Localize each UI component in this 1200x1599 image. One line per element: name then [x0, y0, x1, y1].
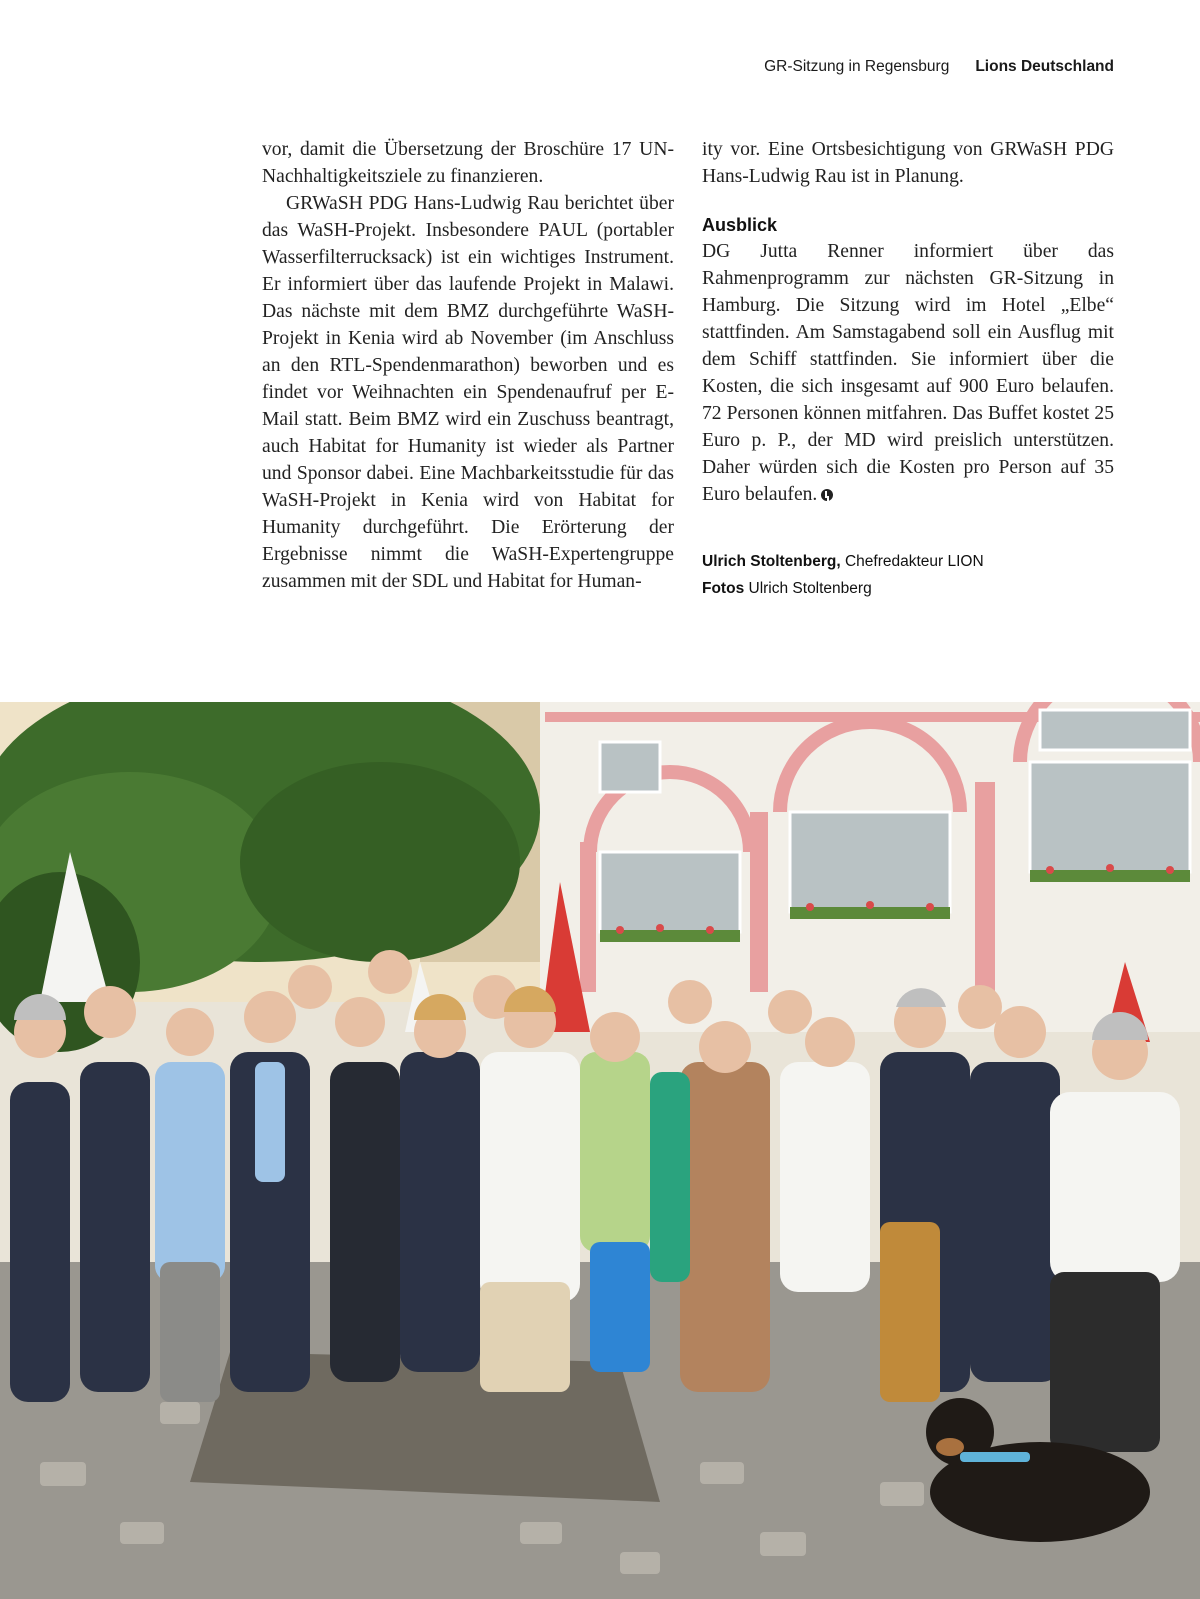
author-role: Chefredakteur LION: [844, 553, 984, 570]
section-title: GR-Sitzung in Regensburg: [764, 58, 950, 75]
section-heading: Ausblick: [702, 215, 778, 235]
lions-end-mark-icon: [821, 489, 833, 501]
group-photo: [0, 702, 1200, 1599]
photo-name: Ulrich Stoltenberg: [748, 580, 872, 597]
photo-credit: [702, 575, 984, 602]
paragraph: vor, damit die Übersetzung der Broschüre 17 UN-Nachhaltigkeitsziele zu finanzieren.: [262, 139, 674, 187]
credits: [702, 548, 984, 602]
photo-label: Fotos: [702, 580, 745, 597]
author-name: Ulrich Stoltenberg,: [702, 553, 841, 570]
article-column-right: [702, 136, 1114, 508]
brand-name: Lions Deutschland: [975, 58, 1114, 75]
paragraph: ity vor. Eine Ortsbesichtigung von GRWaSH PDG Hans-Ludwig Rau ist in Planung.: [702, 139, 1114, 187]
author-credit: [702, 548, 984, 575]
paragraph: [702, 238, 1114, 508]
running-header: [764, 58, 1114, 76]
paragraph-text: DG Jutta Renner informiert über das Rahmenprogramm zur nächsten GR-Sitzung in Hamburg. Die Sitzung wird im Hotel „Elbe“ stattfinden. Am Samstagabend soll ein Ausflug mit dem Schiff stattfinden. Sie informiert über die Kosten, die sich insgesamt auf 900 Euro belaufen. 72 Personen können mitfahren. Das Buffet kostet 25 Euro p. P., der MD wird preislich unterstützen. Daher würden sich die Kosten pro Person auf 35 Euro belaufen.: [702, 241, 1114, 505]
paragraph: GRWaSH PDG Hans-Ludwig Rau berichtet über das WaSH-Projekt. Insbesondere PAUL (portabler Wasserfilterrucksack) ist ein wichtiges Instrument. Er informiert über das laufende Projekt in Malawi. Das nächste mit dem BMZ durchgeführte WaSH-Projekt in Kenia wird ab November (im Anschluss an den RTL-Spendenmarathon) beworben und es findet vor Weihnachten ein Spendenaufruf per E-Mail statt. Beim BMZ wird ein Zuschuss beantragt, auch Habitat for Humanity ist wieder als Partner und Sponsor dabei. Eine Machbarkeitsstudie für das WaSH-Projekt in Kenia wird von Habitat for Humanity durchgeführt. Die Erörterung der Ergebnisse nimmt die WaSH-Expertengruppe zusammen mit der SDL und Habitat for Human-: [262, 193, 674, 592]
article-column-left: [262, 136, 674, 595]
